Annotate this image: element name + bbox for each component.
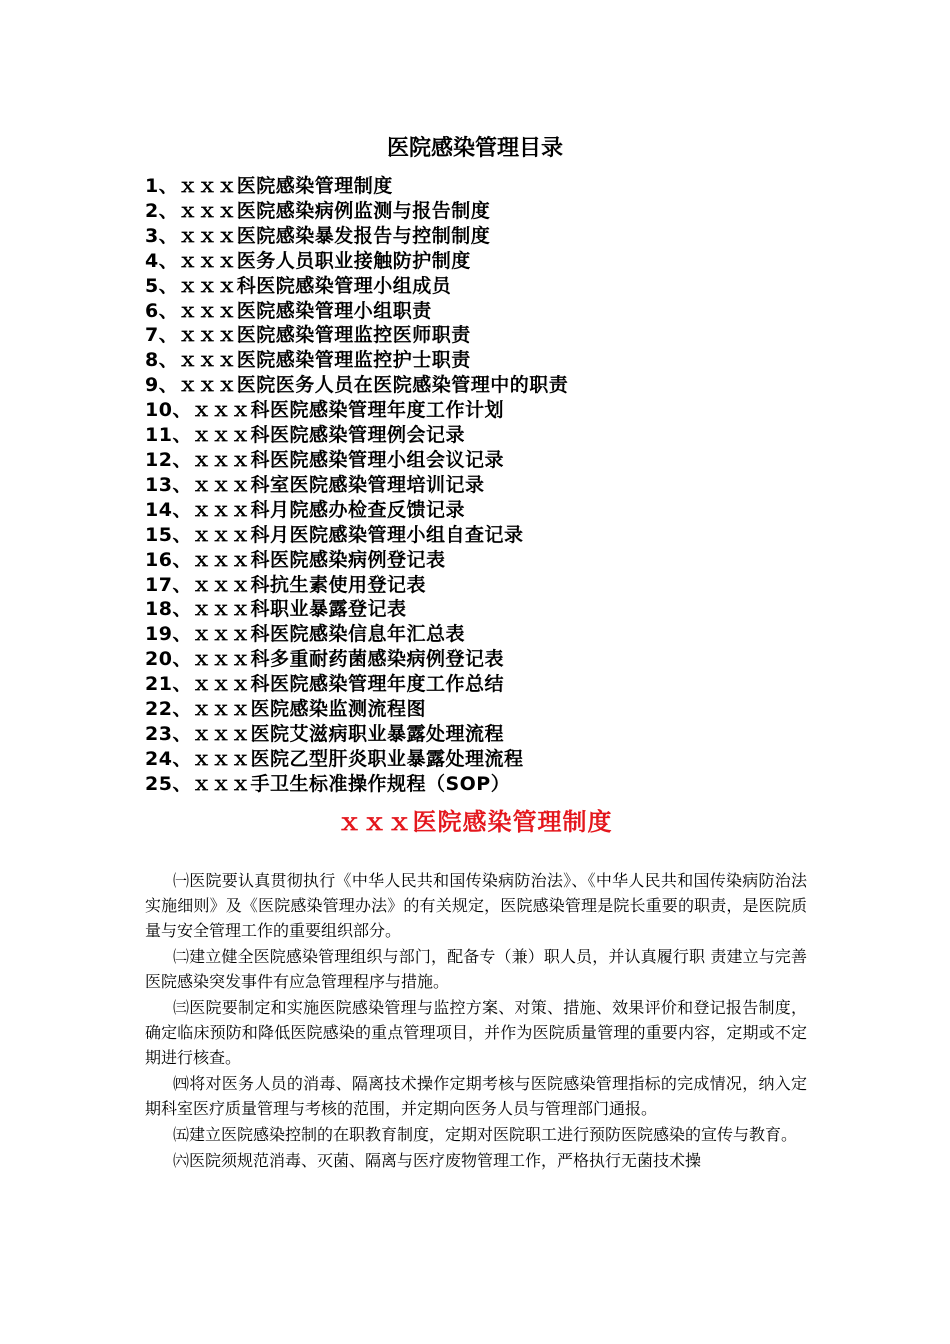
paragraph: ㈠医院要认真贯彻执行《中华人民共和国传染病防治法》、《中华人民共和国传染病防治法实施细则》及《医院感染管理办法》的有关规定，医院感染管理是院长重要的职责，是医院质量与安全管理工作的重要组织部分。: [145, 871, 807, 940]
section-title: ｘｘｘ医院感染管理制度: [337, 808, 613, 836]
toc-item: 9、ｘｘｘ医院医务人员在医院感染管理中的职责: [145, 374, 569, 397]
toc-item: 22、ｘｘｘ医院感染监测流程图: [145, 698, 426, 721]
toc-item: 2、ｘｘｘ医院感染病例监测与报告制度: [145, 199, 491, 222]
paragraph: ㈡建立健全医院感染管理组织与部门，配备专（兼）职人员，并认真履行职 责建立与完善医院感染突发事件有应急管理程序与措施。: [145, 947, 807, 991]
toc-item: 19、ｘｘｘ科医院感染信息年汇总表: [145, 623, 465, 646]
toc-item: 7、ｘｘｘ医院感染管理监控医师职责: [145, 324, 471, 347]
toc-item: 21、ｘｘｘ科医院感染管理年度工作总结: [145, 673, 504, 696]
toc-item: 12、ｘｘｘ科医院感染管理小组会议记录: [145, 448, 504, 471]
toc-item: 24、ｘｘｘ医院乙型肝炎职业暴露处理流程: [145, 747, 524, 770]
paragraph: ㈥医院须规范消毒、灭菌、隔离与医疗废物管理工作，严格执行无菌技术操: [173, 1151, 702, 1170]
toc-item: 15、ｘｘｘ科月医院感染管理小组自查记录: [145, 523, 524, 546]
toc-item: 16、ｘｘｘ科医院感染病例登记表: [145, 548, 446, 571]
toc-item: 8、ｘｘｘ医院感染管理监控护士职责: [145, 349, 471, 372]
toc-item: 10、ｘｘｘ科医院感染管理年度工作计划: [145, 399, 504, 422]
toc-item: 4、ｘｘｘ医务人员职业接触防护制度: [145, 249, 471, 272]
toc-item: 6、ｘｘｘ医院感染管理小组职责: [145, 299, 432, 322]
toc-item: 5、ｘｘｘ科医院感染管理小组成员: [145, 274, 452, 297]
toc-item: 20、ｘｘｘ科多重耐药菌感染病例登记表: [145, 648, 504, 671]
section-body: [145, 868, 807, 1174]
toc-item: 25、ｘｘｘ手卫生标准操作规程（SOP）: [145, 772, 511, 795]
toc-item: 18、ｘｘｘ科职业暴露登记表: [145, 598, 407, 621]
paragraph: ㈤建立医院感染控制的在职教育制度，定期对医院职工进行预防医院感染的宣传与教育。: [173, 1125, 798, 1144]
toc-item: 3、ｘｘｘ医院感染暴发报告与控制制度: [145, 224, 491, 247]
paragraph: ㈣将对医务人员的消毒、隔离技术操作定期考核与医院感染管理指标的完成情况，纳入定期科室医疗质量管理与考核的范围，并定期向医务人员与管理部门通报。: [145, 1074, 807, 1118]
toc-item: 14、ｘｘｘ科月院感办检查反馈记录: [145, 498, 465, 521]
toc-item: 11、ｘｘｘ科医院感染管理例会记录: [145, 424, 465, 447]
toc-item: 23、ｘｘｘ医院艾滋病职业暴露处理流程: [145, 722, 504, 745]
toc-title: 医院感染管理目录: [386, 135, 563, 161]
toc-list: [145, 174, 568, 797]
paragraph: ㈢医院要制定和实施医院感染管理与监控方案、对策、措施、效果评价和登记报告制度，确定临床预防和降低医院感染的重点管理项目，并作为医院质量管理的重要内容，定期或不定期进行核查。: [145, 998, 807, 1067]
toc-item: 13、ｘｘｘ科室医院感染管理培训记录: [145, 473, 485, 496]
toc-item: 1、ｘｘｘ医院感染管理制度: [145, 175, 393, 197]
toc-item: 17、ｘｘｘ科抗生素使用登记表: [145, 573, 426, 596]
